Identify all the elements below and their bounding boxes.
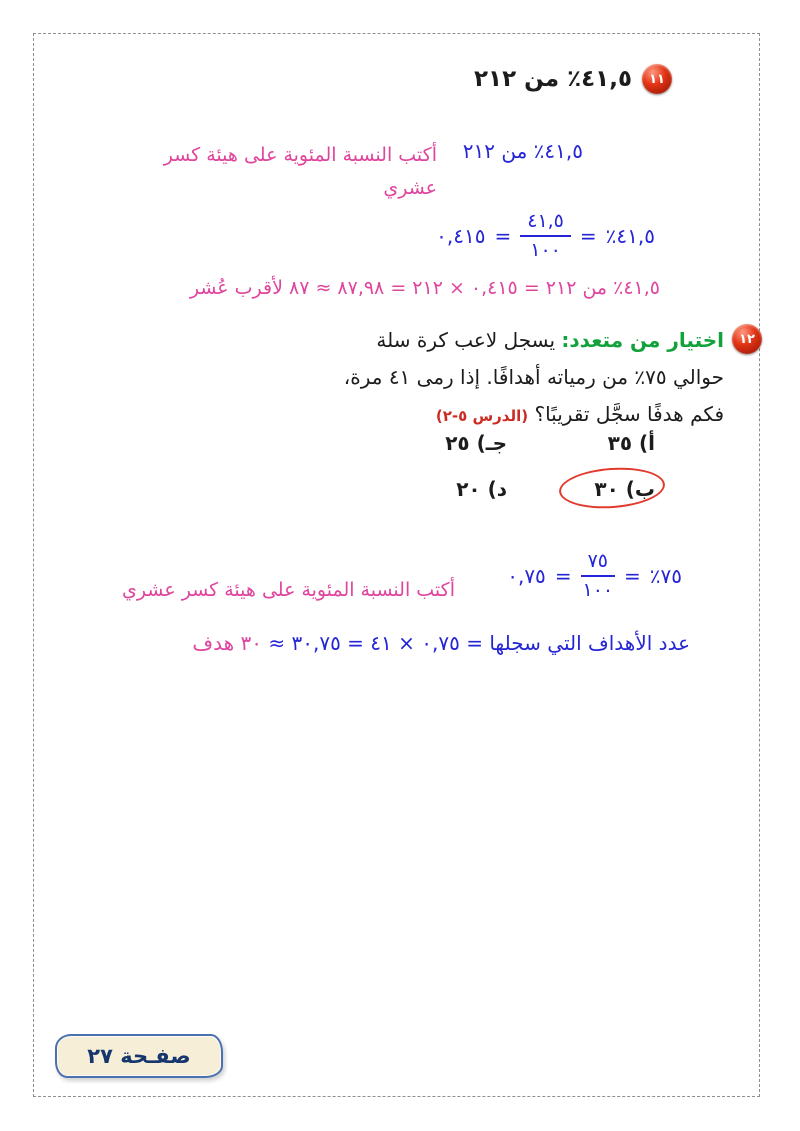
fraction — [520, 211, 571, 261]
problem-11-header — [474, 64, 672, 94]
fraction-numerator: ٤١,٥ — [520, 211, 571, 237]
problem-11-title: ٤١,٥٪ من ٢١٢ — [474, 66, 632, 92]
statement-line-3 — [372, 396, 724, 435]
choice-a — [571, 431, 655, 455]
fraction-numerator: ٧٥ — [581, 551, 615, 577]
equals-sign: = — [624, 563, 641, 588]
fraction-denominator: ١٠٠ — [530, 238, 561, 261]
statement-line-1 — [372, 322, 724, 359]
equals-sign: = — [579, 223, 597, 248]
equals-sign: = — [554, 563, 572, 588]
equation-lhs: ٤١,٥٪ — [605, 223, 655, 248]
problem-12-statement — [343, 322, 724, 435]
choice-c-label: جـ) — [476, 431, 507, 455]
choice-b-label: ب) — [625, 477, 655, 501]
equation-result: ٠,٤١٥ — [436, 223, 486, 248]
equals-sign: = — [494, 223, 512, 248]
problem-12-equation — [507, 551, 682, 601]
lesson-reference: (الدرس ٥-٢) — [435, 407, 529, 425]
annotation-line-1: أكتب النسبة المئوية على هيئة كسر — [163, 144, 437, 166]
choice-c — [423, 431, 507, 455]
choice-b — [571, 477, 655, 501]
problem-11-annotation — [163, 139, 437, 205]
choice-d-value: ٢٠ — [456, 477, 481, 501]
problem-11-conclusion: ٤١,٥٪ من ٢١٢ = ٠,٤١٥ × ٢١٢ = ٨٧,٩٨ ≈ ٨٧ لأقرب عُشر — [189, 277, 660, 299]
problem-11-step-value: ٤١,٥٪ من ٢١٢ — [462, 139, 583, 163]
problem-11-number-badge: ١١ — [642, 64, 672, 94]
equation-result: ٠,٧٥ — [507, 563, 546, 588]
problem-12-number-badge: ١٢ — [732, 324, 762, 354]
choice-a-value: ٣٥ — [607, 431, 633, 455]
conclusion-answer: ٣٠ هدف — [192, 631, 262, 655]
choice-c-value: ٢٥ — [445, 431, 470, 455]
fraction — [581, 551, 615, 601]
page-number-badge: صفـحة ٢٧ — [55, 1034, 223, 1078]
choice-d — [423, 477, 507, 501]
equation-lhs: ٧٥٪ — [649, 563, 682, 588]
conclusion-calculation: عدد الأهداف التي سجلها = ٠,٧٥ × ٤١ = ٣٠,٧٥ ≈ — [268, 631, 690, 655]
problem-11-equation — [436, 211, 655, 261]
multiple-choice-heading: اختيار من متعدد: — [561, 328, 724, 352]
choice-b-value: ٣٠ — [594, 477, 619, 501]
problem-12-annotation: أكتب النسبة المئوية على هيئة كسر عشري — [122, 579, 455, 601]
choice-d-label: د) — [487, 477, 507, 501]
answer-choices — [423, 431, 655, 501]
statement-line-2: حوالي ٧٥٪ من رمياته أهدافًا. إذا رمى ٤١ مرة، — [343, 365, 724, 389]
statement-text-3: فكم هدفًا سجَّل تقريبًا؟ — [534, 402, 724, 426]
fraction-denominator: ١٠٠ — [582, 578, 614, 601]
annotation-line-2: عشري — [383, 177, 437, 199]
problem-12-conclusion — [192, 631, 690, 655]
choice-a-label: أ) — [639, 431, 655, 455]
statement-text-1: يسجل لاعب كرة سلة — [376, 328, 556, 352]
